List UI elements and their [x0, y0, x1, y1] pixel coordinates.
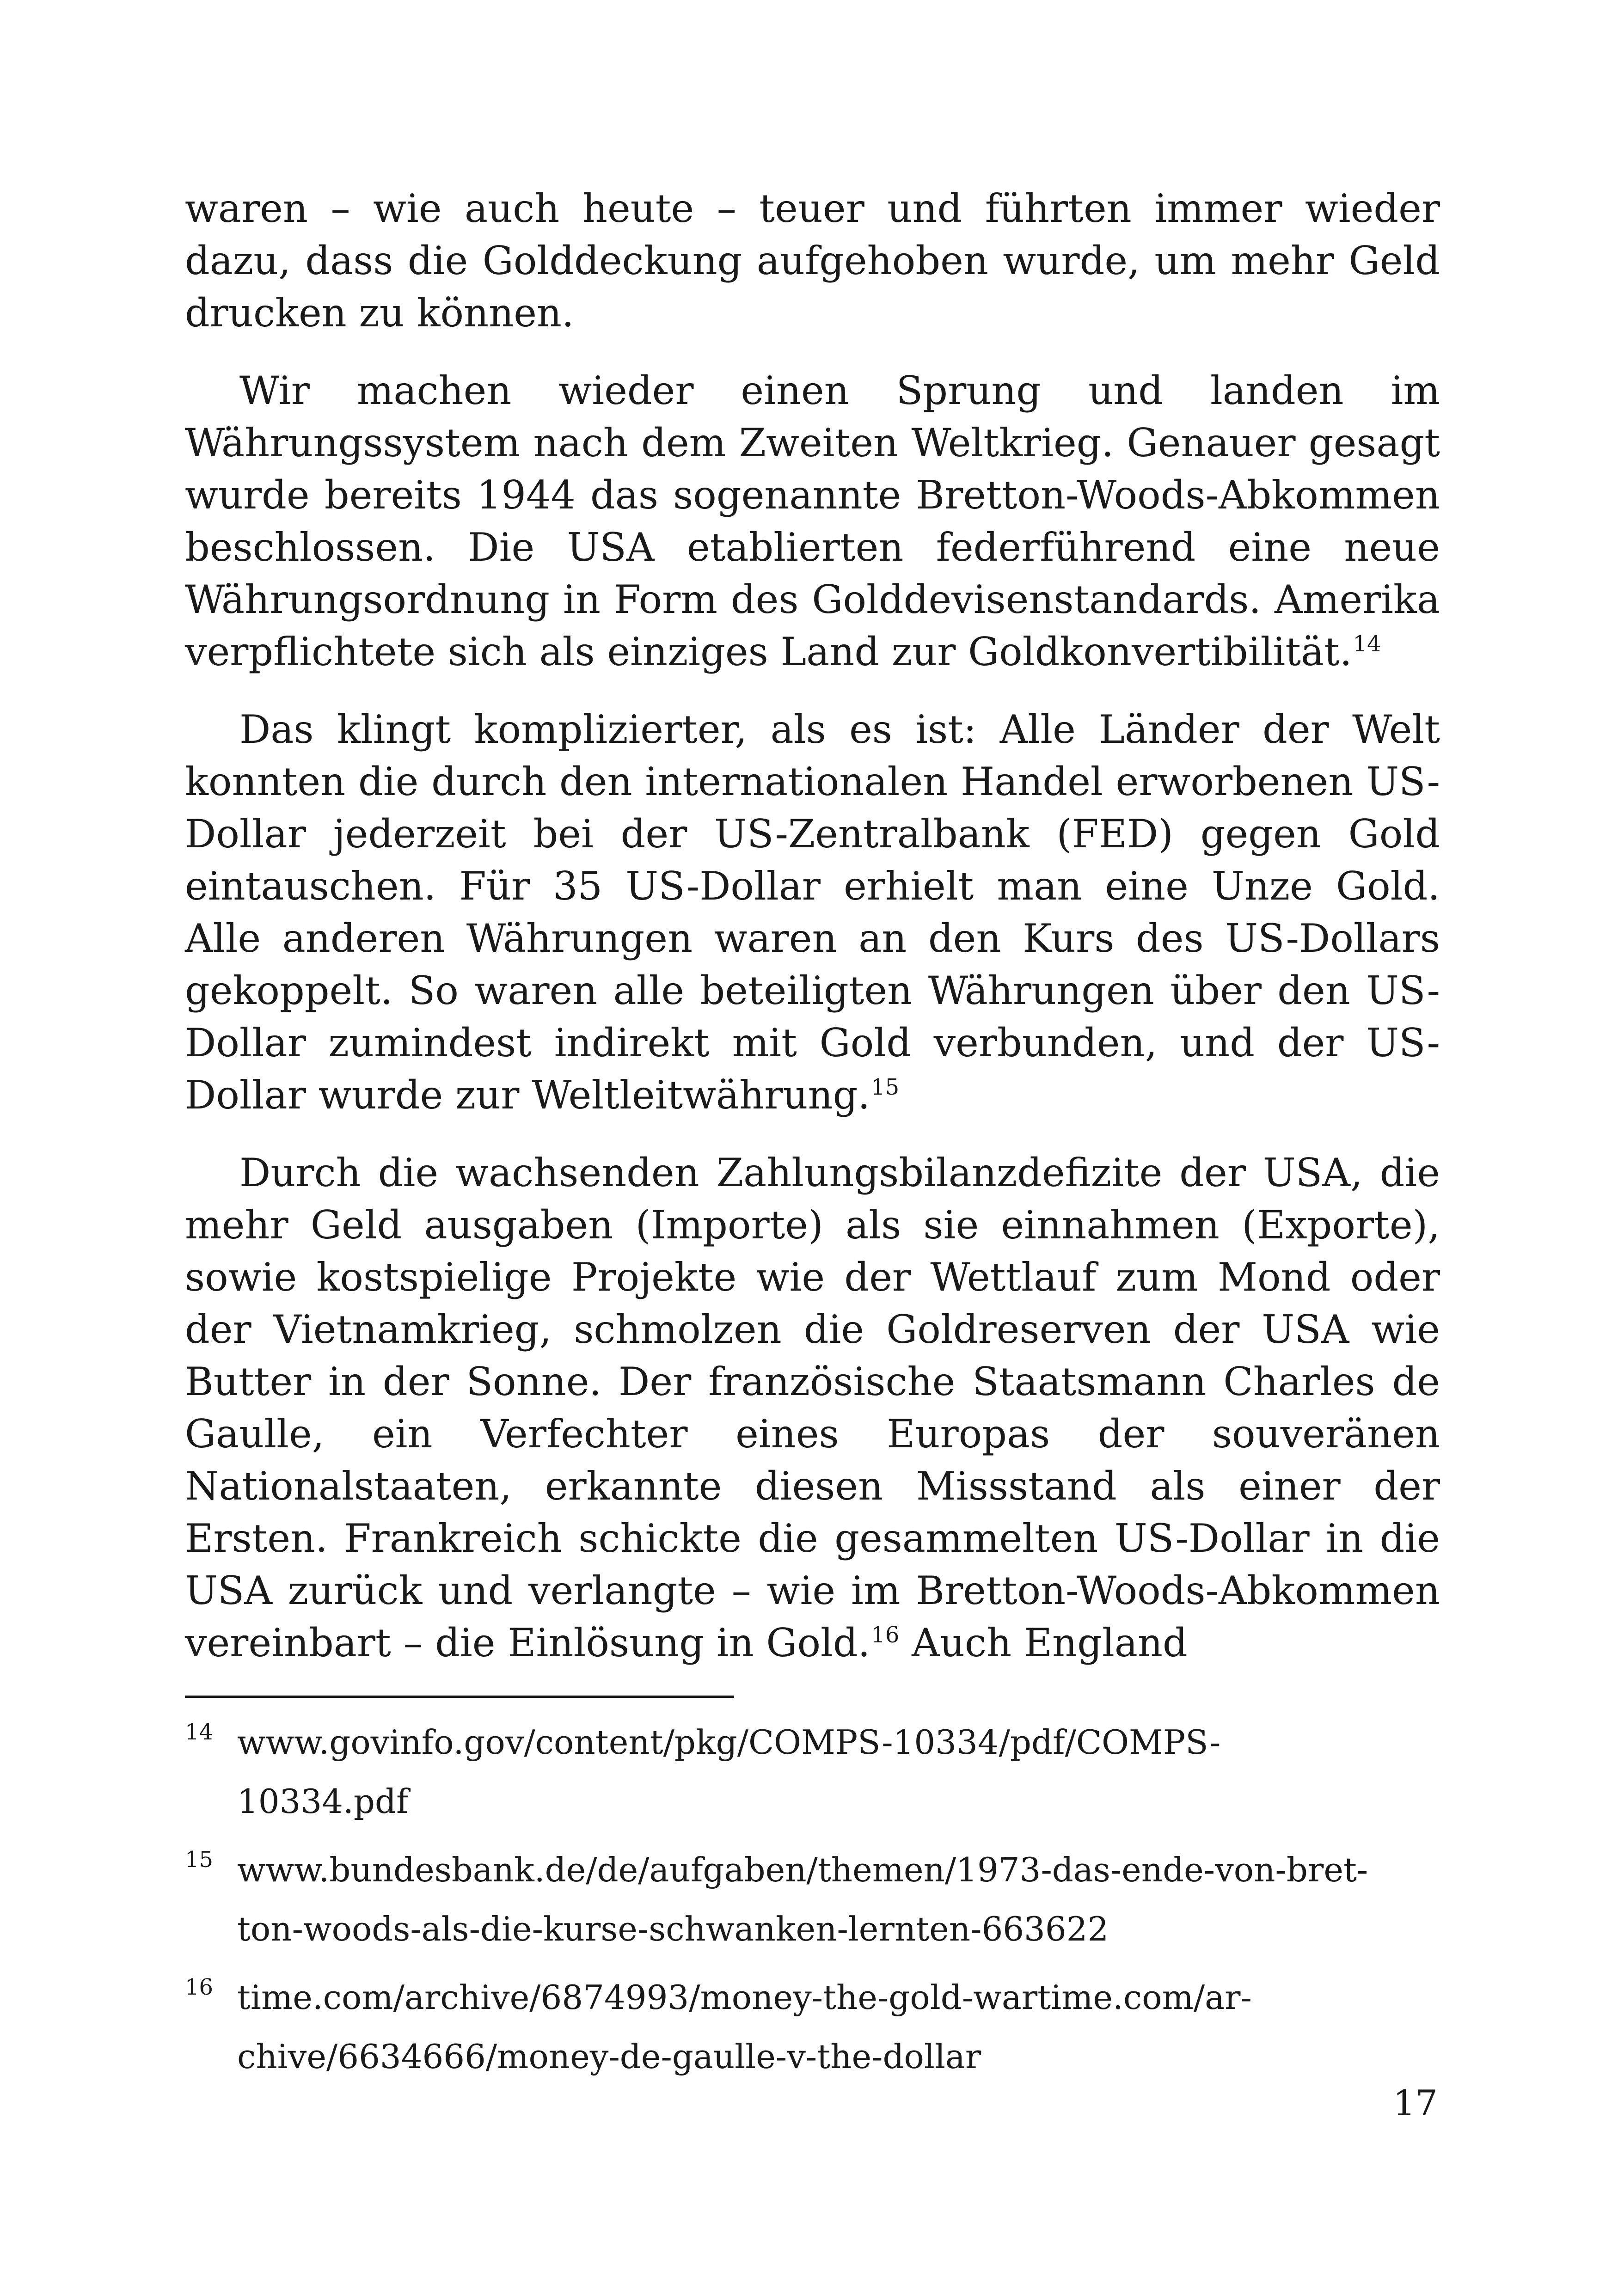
body-text [185, 183, 1440, 1669]
footnote-link[interactable]: www.govinfo.gov/content/pkg/COMPS-10334/pdf/COMPS- 10334.pdf [237, 1723, 1221, 1821]
footnote-reference[interactable]: 16 [871, 1622, 900, 1648]
paragraph-deficits: Durch die wachsenden Zahlungsbilanzdefizite der USA, die mehr Geld ausgaben (Importe) als sie einnahmen (Exporte), sowie kostspielige Projekte wie der Wettlauf zum Mond oder der Vietnamkrieg, schmolzen die Goldreserven der USA wie Butter in der Sonne. Der französische Staatsmann Charles de Gaulle, ein Verfechter eines Europas der souveränen Nationalstaaten, erkannte diesen Missstand als einer der Ersten. Frankreich schickte die gesammelten US-Dollar in die USA zurück und verlangte – wie im Bretton-Woods-Abkommen vereinbart – die Einlösung in Gold.$^{16}$ Auch England [185, 1150, 1440, 1665]
footnote-item [185, 1713, 1440, 1831]
footnote-reference[interactable]: 14 [1353, 631, 1381, 657]
footnote-reference[interactable]: 15 [871, 1074, 900, 1100]
footnote-item [185, 1840, 1440, 1959]
paragraph-bretton-woods: Wir machen wieder einen Sprung und landen im Währungssystem nach dem Zweiten Weltkrieg. Genauer gesagt wurde bereits 1944 das sogenannte Bretton-Woods-Abkommen beschlossen. Die USA etablierten federführend eine neue Währungsordnung in Form des Golddevisenstandards. Amerika verpflichtete sich als einziges Land zur Goldkonvertibilität.$^{14}$ [185, 368, 1440, 674]
page-number: 17 [1393, 2082, 1438, 2124]
footnote-link[interactable]: time.com/archive/6874993/money-the-gold-wartime.com/ar- chive/6634666/money-de-gaulle-v-the-dollar [237, 1978, 1252, 2076]
footnote-number: 14 [185, 1719, 214, 1745]
paragraph-continuation: waren – wie auch heute – teuer und führten immer wieder dazu, dass die Golddeckung aufgehoben wurde, um mehr Geld drucken zu können. [185, 186, 1440, 336]
paragraph-gold-exchange: Das klingt komplizierter, als es ist: Alle Länder der Welt konnten die durch den internationalen Handel erworbenen US-Dollar jederzeit bei der US-Zentralbank (FED) gegen Gold eintauschen. Für 35 US-Dollar erhielt man eine Unze Gold. Alle anderen Währungen waren an den Kurs des US-Dollars gekoppelt. So waren alle beteiligten Währungen über den US-Dollar zumindest indirekt mit Gold verbunden, und der US-Dollar wurde zur Weltleitwährung.$^{15}$ [185, 707, 1440, 1118]
footnote-link[interactable]: www.bundesbank.de/de/aufgaben/themen/1973-das-ende-von-bret- ton-woods-als-die-kurse-schwanken-lernten-663622 [237, 1850, 1368, 1948]
footnote-number: 15 [185, 1847, 214, 1873]
footnotes [185, 1713, 1440, 2095]
footnote-number: 16 [185, 1974, 214, 2000]
footnote-separator [185, 1696, 734, 1698]
footnote-item [185, 1968, 1440, 2086]
